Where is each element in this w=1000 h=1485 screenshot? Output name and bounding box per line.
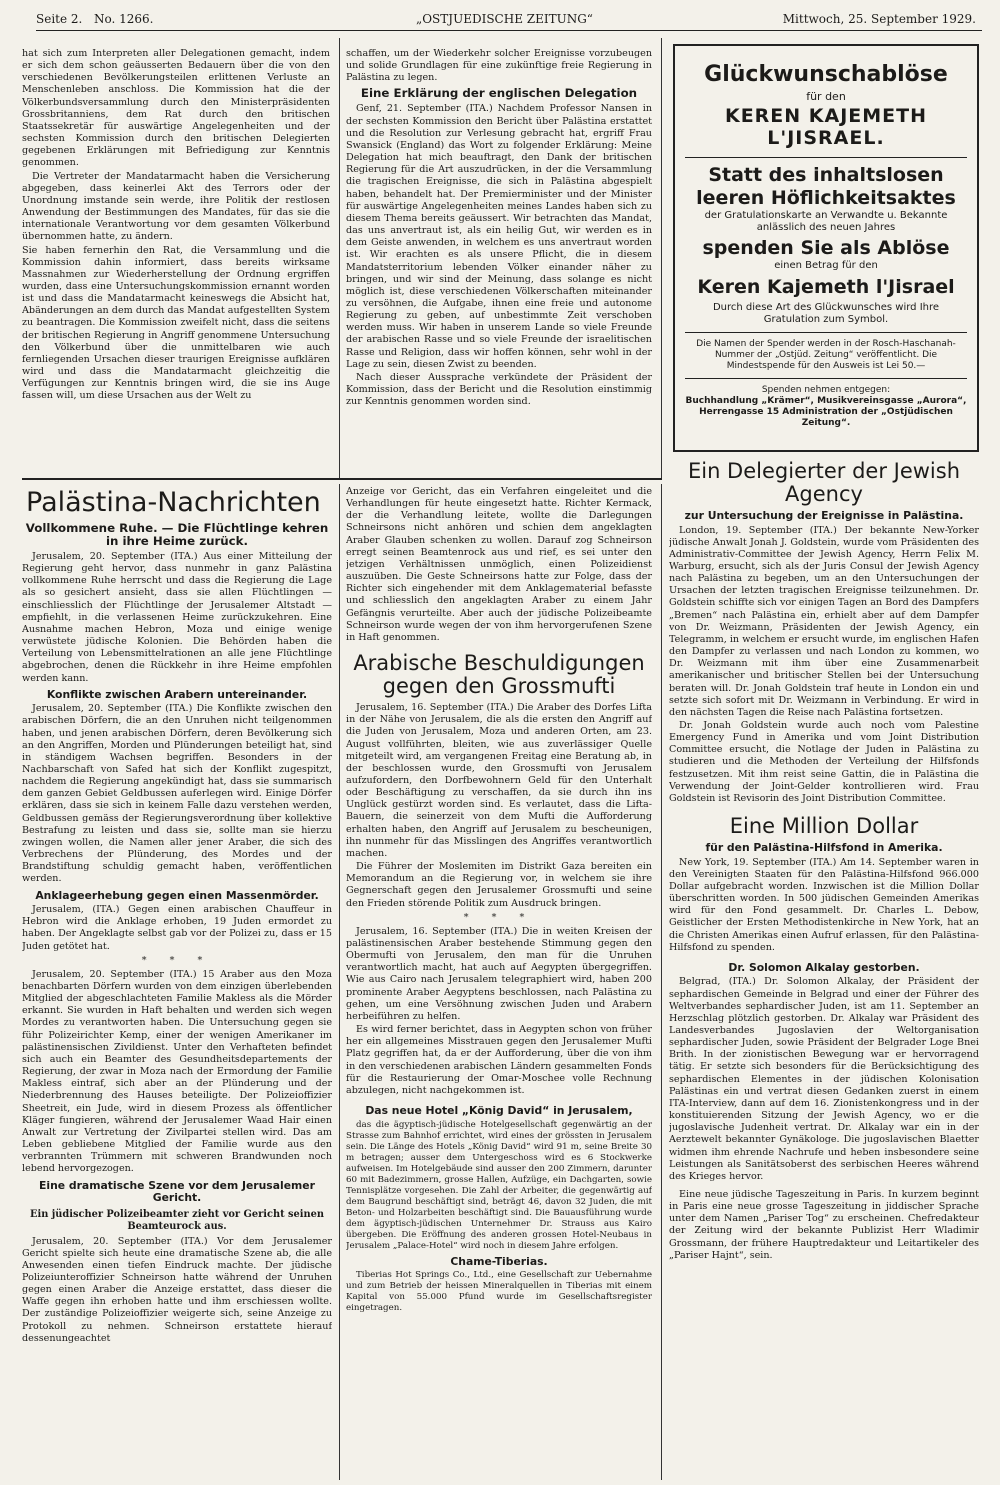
headline: Vollkommene Ruhe. — Die Flüchtlinge kehren in ihre Heime zurück. — [25, 521, 329, 548]
paragraph: Jerusalem, 16. September (ITA.) Die in weiten Kreisen der palästinensischen Araber bestehende Stimmung gegen den Obermufti von Jerusalem, den man für die Unruhen verantwortlich macht, hat auch auf Aegypten übergegriffen. Wie aus Cairo nach Jerusalem telegraphiert wird, haben 200 prominente Araber Aegyptens beschlossen, nach Palästina zu gehen, um eine Versöhnung zwischen Juden und Arabern herbeiführen zu helfen. — [346, 925, 652, 1022]
page-number: Seite 2. — [36, 12, 83, 26]
column-rule — [339, 484, 340, 1480]
headline: Eine Million Dollar — [729, 814, 919, 839]
column-rule — [661, 484, 662, 1480]
subheadline: Ein jüdischer Polizeibeamter zieht vor Gericht seinen Beamteurock aus. — [30, 1208, 324, 1232]
paragraph: Jerusalem, 20. September (ITA.) Aus einer Mitteilung der Regierung geht hervor, dass nunmehr in ganz Palästina vollkommene Ruhe herrscht und dass die Regierung die Lage als so gesichert ansieht, dass sie allen Flüchtlingen — einschliesslich der Flüchtlinge der Jerusalemer Altstadt — empfiehlt, in die verlassenen Heime zurückzukehren. Eine Ausnahme machen Hebron, Moza und einige wenige verwüstete jüdische Kolonien. Die Behörden haben die Verteilung von Lebensmittelrationen an alle jene Flüchtlinge abgebrochen, denen die Rückkehr in ihre Heime empfohlen werden kann. — [22, 551, 332, 684]
ad-divider — [685, 332, 967, 333]
ad-headline: spenden Sie als Ablöse — [702, 237, 950, 259]
paragraph: Nach dieser Aussprache verkündete der Präsident der Kommission, dass der Bericht und die Resolution einstimmig zur Kenntnis genommen worden sind. — [346, 371, 652, 408]
headline: Dr. Solomon Alkalay gestorben. — [728, 960, 920, 974]
column-rule — [661, 38, 662, 478]
headline: Das neue Hotel „König David“ in Jerusalem, — [365, 1104, 633, 1118]
ad-text: der Gratulationskarte an Verwandte u. Bekannte anlässlich des neuen Jahres — [704, 210, 948, 233]
ad-fund-name: KEREN KAJEMETH L'JISRAEL. — [724, 105, 928, 149]
paragraph: New York, 19. September (ITA.) Am 14. September waren in den Vereinigten Staaten für den Palästina-Hilfsfond 966.000 Dollar aufgebracht worden. Inzwischen ist die Million Dollar überschritten worden. In 500 jüdischen Gemeinden Amerikas wird für den Fond gesammelt. Dr. Charles L. Debow, Geistlicher der Ersten Methodistenkirche in New York, hat an die Christen Amerikas einen Aufruf erlassen, für den Palästina-Hilfsfond zu spenden. — [669, 856, 979, 953]
column-rule — [339, 38, 340, 478]
subheadline: zur Untersuchung der Ereignisse in Palästina. — [684, 509, 964, 522]
paragraph: Es wird ferner berichtet, dass in Aegypten schon von früher her ein allgemeines Misstrauen gegen den Jerusalemer Mufti Platz gegriffen hat, da er der Aufforderung, über die von ihm in den verschiedenen arabischen Ländern gesammelten Fonds für die Restaurierung der Omar-Moschee volle Rechnung abzulegen, nicht nachgekommen ist. — [346, 1024, 652, 1096]
newspaper-name: „OSTJUEDISCHE ZEITUNG“ — [416, 12, 593, 26]
ad-title: Glückwunschablöse — [704, 62, 948, 87]
subheadline: für den Palästina-Hilfsfond in Amerika. — [705, 841, 943, 855]
ad-headline: Statt des inhaltslosen leeren Höflichkeitsaktes — [696, 164, 956, 209]
headline: Ein Delegierter der Jewish Agency — [687, 459, 961, 506]
article-continuation — [22, 48, 330, 476]
paragraph: Genf, 21. September (ITA.) Nachdem Professor Nansen in der sechsten Kommission den Bericht über Palästina erstattet und die Resolution zur Verlesung gebracht hat, ergriff Frau Swansick (England) das Wort zu folgender Erklärung: Meine Delegation hat mich beauftragt, den Dank der britischen Regierung für die Art auszudrücken, in der die Versammlung die tragischen Ereignisse, die sich in Palästina abgespielt haben, behandelt hat. Der Premierminister und der Minister für auswärtige Angelegenheiten meines Landes haben sich zu diesem Thema bereits geäussert. Wir betrachten das Mandat, das uns anvertraut ist, als ein heilig Gut, wir werden es in dem Geiste anwenden, in welchem es uns anvertraut worden ist. Wir erachten es als unsere Pflicht, die in diesem Mandatsterritorium lebenden Völker einander näher zu bringen, und wir sind der Meinung, dass solange es nicht möglich ist, diese verschiedenen Völkerschaften miteinander zu versöhnen, die Aufgabe, ihnen eine freie und autonome Regierung zu geben, auf unbestimmte Zeit verschoben werden muss. Wir haben in unserem Lande so viele Freunde der arabischen Rasse und so viele Freunde der israelitischen Rasse und Religion, dass wir hoffen können, sehr wohl in der Lage zu sein, diesen Zwist zu beenden. — [346, 103, 652, 370]
ad-text: für den — [806, 90, 846, 103]
section-title: Palästina-Nachrichten — [26, 487, 321, 518]
paragraph: hat sich zum Interpreten aller Delegationen gemacht, indem er sich dem schon geäusserten Bedauern über die von den verschiedenen Bevölkerungsteilen erlittenen Verluste an Menschenleben anschloss. Die Kommission hat die der Völkerbundsversammlung durch den Ministerpräsidenten Grossbritanniens, dem Rat durch den britischen Staatssekretär für auswärtige Angelegenheiten und der sechsten Kommission durch den britischen Delegierten gegebenen Erklärungen mit Befriedigung zur Kenntnis genommen. — [22, 48, 330, 169]
ad-text: einen Betrag für den — [774, 260, 878, 271]
paragraph: Jerusalem, 20. September (ITA.) Die Konflikte zwischen den arabischen Dörfern, die an den Unruhen nicht teilgenommen haben, und jenen arabischen Dörfern, deren Bevölkerung sich an den Angriffen, Morden und Plünderungen beteiligt hat, sind in ständigem Wachsen begriffen. Besonders in der Nachbarschaft von Safed hat sich der Konflikt zugespitzt, nachdem die Regierung angekündigt hat, dass sie summarisch dem ganzen Gebiet Geldbussen auferlegen wird. Einige Dörfer erklären, dass sie sich in keinem Falle dazu verstehen werden, Geldbussen gemäss der Regierungsverordnung über kollektive Bestrafung zu leisten und dass sie, sollte man sie hierzu zwingen wollen, die Namen aller jener Araber, die sich des Verbrechens der Plünderung, des Mordes und der Brandstiftung schuldig gemacht haben, veröffentlichen werden. — [22, 703, 332, 885]
ad-divider — [685, 378, 967, 379]
ad-divider — [685, 157, 967, 158]
ad-text: Durch diese Art des Glückwunsches wird Ihre Gratulation zum Symbol. — [712, 302, 940, 325]
headline: Chame-Tiberias. — [450, 1254, 548, 1268]
paragraph: Anzeige vor Gericht, das ein Verfahren eingeleitet und die Verhandlungen für heute eingesetzt hatte. Richter Kermack, der die Verhandlung leitete, wollte die Darlegungen Schneirsons nicht anhören und schien dem angeklagten Araber Glauben schenken zu wollen. Darauf zog Schneirson erregt seinen Beamtenrock aus und rief, es sei unter den jetzigen Verhältnissen unmöglich, einen Polizeidienst auszuüben. Die Geste Schneirsons hatte zur Folge, dass der Richter sich eingehender mit dem Anklagematerial befasste und schliesslich den angeklagten Araber zu einem Jahr Gefängnis verurteilte. Aber auch der jüdische Polizeibeamte Schneirson wurde wegen der von ihm hervorgerufenen Szene in Haft genommen. — [346, 486, 652, 643]
ad-address: Buchhandlung „Krämer“, Musikvereinsgasse „Aurora“, Herrengasse 15 Administration der „Ostjüdischen Zeitung“. — [685, 396, 967, 428]
headline: Anklageerhebung gegen einen Massenmörder. — [35, 888, 319, 902]
headline: Eine Erklärung der englischen Delegation — [360, 86, 638, 101]
paragraph: schaffen, um der Wiederkehr solcher Ereignisse vorzubeugen und solide Grundlagen für eine zukünftige freie Regierung in Palästina zu legen. — [346, 48, 652, 84]
paragraph: London, 19. September (ITA.) Der bekannte New-Yorker jüdische Anwalt Jonah J. Goldstein, wurde vom Präsidenten des Administrativ-Committee der Jewish Agency, Herrn Felix M. Warburg, ersucht, sich als der Juris Consul der Jewish Agency nach Palästina zu begeben, um an den Untersuchungen der Ursachen der letzten tragischen Ereignisse teilzunehmen. Dr. Goldstein schiffte sich vor einigen Tagen an Bord des Dampfers „Bremen“ nach Palästina ein, erhielt aber auf dem Dampfer von Dr. Weizmann, Präsidenten der Jewish Agency, ein Telegramm, in welchem er ersucht wurde, im englischen Hafen den Dampfer zu verlassen und nach London zu kommen, wo Dr. Weizmann mit ihm über eine Zusammenarbeit amerikanischer und britischer Stellen bei der Untersuchung beraten will. Dr. Jonah Goldstein traf heute in London ein und setzte sich sofort mit Dr. Weizmann in Verbindung. Er wird in den nächsten Tagen die Reise nach Palästina fortsetzen. — [669, 524, 979, 718]
issue-date: Mittwoch, 25. September 1929. — [782, 12, 976, 26]
page-header — [36, 8, 982, 31]
paragraph: Jerusalem, 20. September (ITA.) 15 Araber aus den Moza benachbarten Dörfern wurden von dem einzigen überlebenden Mitglied der abgeschlachteten Familie Makless als die Mörder erkannt. Sie wurden in Haft behalten und werden sich wegen Mordes zu verantworten haben. Die Untersuchung gegen sie führ Polizeirichter Kemp, einer der wenigen Amerikaner im palästinensischen Zivildienst. Unter den Verhafteten befindet sich auch ein Beamter des Gesundheitsdepartements der Regierung, der zwar in Moza nach der Ermordung der Familie Makless eintraf, sich aber an der Plünderung und der Niederbrennung des Hauses beteiligte. Der Polizeioffizier Sheetreit, ein Jude, wird in diesem Prozess als öffentlicher Kläger fungieren, während der Jerusalemer Waad Hair einen Anwalt zur Vertretung der Zivilpartei stellen wird. Das am Leben gebliebene Mitglied der Familie wurde aus den verbrannten Trümmern mit schweren Brandwunden noch lebend hervorgezogen. — [22, 968, 332, 1175]
advertisement-box — [673, 44, 979, 452]
separator: * * * — [141, 954, 213, 966]
separator: * * * — [463, 911, 535, 923]
ad-note: Spenden nehmen entgegen: — [761, 385, 891, 395]
paragraph: Eine neue jüdische Tageszeitung in Paris. In kurzem beginnt in Paris eine neue grosse Tageszeitung in jiddischer Sprache unter dem Namen „Pariser Tog“ zu erscheinen. Chefredakteur der Zeitung wird der bekannte Publizist Herr Wladimir Grossmann, der frühere Hauptredakteur und Leitartikeler des „Pariser Hajnt“, sein. — [669, 1189, 979, 1261]
issue-number: No. 1266. — [94, 12, 154, 26]
grand-mufti-article — [346, 486, 652, 1480]
english-delegation-article — [346, 48, 652, 476]
paragraph: Sie haben fernerhin den Rat, die Versammlung und die Kommission dahin informiert, dass bereits wirksame Massnahmen zur Wiederherstellung der Ordnung ergriffen wurden, dass eine Untersuchungskommission ernannt worden ist und dass die Mandatarmacht keineswegs die Absicht hat, Abänderungen an dem durch das Mandat aufgestellten System zu beantragen. Die Kommission zweifelt nicht, dass die seitens der britischen Regierung in Angriff genommene Untersuchung den Völkerbund über die unmittelbaren wie auch fernliegenden Ursachen dieser traurigen Ereignisse aufklären wird und dass die Mandatarmacht gleichzeitig die Verfügungen zur Kenntnis bringen wird, die sie ins Auge fassen will, um diese Ursachen aus der Welt zu — [22, 244, 330, 402]
paragraph: Jerusalem, 20. September (ITA.) Vor dem Jerusalemer Gericht spielte sich heute eine dramatische Szene ab, die alle Anwesenden einen tiefen Eindruck machte. Der jüdische Polizeiunteroffizier Schneirson hatte während der Unruhen gegen einen Araber die Anzeige erstattet, dass dieser die Waffe gegen ihn erhoben hatte und ihm erschiessen wollte. Der zuständige Polizeioffizier weigerte sich, seine Anzeige zu Protokoll zu nehmen. Schneirson erstattete hierauf dessenungeachtet — [22, 1235, 332, 1344]
jewish-agency-column — [669, 458, 979, 1480]
headline: Eine dramatische Szene vor dem Jerusalemer Gericht. — [39, 1178, 315, 1204]
paragraph: Die Vertreter der Mandatarmacht haben die Versicherung abgegeben, dass keinerlei Akt des Terrors oder der Unordnung imstande sein werde, ihre Politik der restlosen Anwendung der Bestimmungen des Mandates, für das sie die internationale Verantwortung vor dem gesamten Völkerbund übernommen hatte, zu ändern. — [22, 170, 330, 243]
section-rule — [22, 478, 662, 480]
ad-fund-name: Keren Kajemeth l'Jisrael — [697, 276, 955, 298]
paragraph: Jerusalem, (ITA.) Gegen einen arabischen Chauffeur in Hebron wird die Anklage erhoben, 19 Juden ermordet zu haben. Der Angeklagte selbst gab vor der Polizei zu, dass er 15 Juden getötet hat. — [22, 904, 332, 952]
paragraph: Belgrad, (ITA.) Dr. Solomon Alkalay, der Präsident der sephardischen Gemeinde in Belgrad und einer der Führer des Weltverbandes sephardischer Juden, ist am 11. September an Herzschlag plötzlich gestorben. Dr. Alkalay war Präsident des Landesverbandes Jugoslavien der Weltorganisation sephardischer Juden, sowie Präsident der Belgrader Loge Bnei Brith. In der zionistischen Bewegung war er hervorragend tätig. Er setzte sich besonders für die Berücksichtigung des sephardischen Elementes in der jüdischen Kolonisation Palästinas ein und vertrat diesen Gedanken zuerst in einem ITA-Interview, dann auf dem 16. Zionistenkongress und in der konstituierenden Sitzung der Jewish Agency, wo er die jugoslavische Judenheit vertrat. Dr. Alkalay war ein in der Aerztewelt bekannter Gynäkologe. Die jugoslavischen Blaetter widmen ihm ehrende Nachrufe und heben insbesondere seine Leistungen als Sanitätsoberst des serbischen Heeres während des Krieges hervor. — [669, 976, 979, 1182]
paragraph: Tiberias Hot Springs Co., Ltd., eine Gesellschaft zur Uebernahme und zum Betrieb der heissen Mineralquellen in Tiberias mit einem Kapital von 55.000 Pfund wurde im Gesellschaftsregister eingetragen. — [346, 1270, 652, 1314]
headline: Arabische Beschuldigungen gegen den Grossmufti — [353, 651, 645, 699]
paragraph: das die ägyptisch-jüdische Hotelgesellschaft gegenwärtig an der Strasse zum Bahnhof errichtet, wird eines der grössten in Jerusalem sein. Die Länge des Hotels „König David“ wird 91 m, seine Breite 30 m betragen; ausser dem Untergeschoss wird es 6 Stockwerke aufweisen. Im Hotelgebäude sind ausser den 200 Zimmern, darunter 60 mit Badezimmern, grosse Hallen, Aufzüge, ein Dachgarten, sowie Tennisplätze vorgesehen. Die Zahl der Arbeiter, die gegenwärtig auf dem Baugrund beschäftigt sind, beträgt 46, davon 32 Juden, die mit Beton- und Holzarbeiten beschäftigt sind. Die Bauausführung wurde dem ägyptisch-jüdischen Unternehmer Dr. Strauss aus Kairo übergeben. Die Eröffnung des anderen grossen Hotel-Neubaus in Jerusalem „Palace-Hotel“ wird noch in diesem Jahre erfolgen. — [346, 1119, 652, 1251]
palestine-news — [22, 486, 332, 1480]
ad-note: Die Namen der Spender werden in der Rosch-Haschanah-Nummer der „Ostjüd. Zeitung“ veröffentlicht. Die Mindestspende für den Ausweis ist Lei 50.— — [696, 339, 956, 371]
paragraph: Die Führer der Moslemiten im Distrikt Gaza bereiten ein Memorandum an die Regierung vor, in welchem sie ihre Gegnerschaft gegen den Jerusalemer Grossmufti und seine den Frieden störende Politik zum Ausdruck bringen. — [346, 861, 652, 909]
paragraph: Jerusalem, 16. September (ITA.) Die Araber des Dorfes Lifta in der Nähe von Jerusalem, die als die ersten den Angriff auf die Juden von Jerusalem, Moza und anderen Orten, am 23. August vollführten, bleiten, wie aus zuverlässiger Quelle mitgeteilt wird, am vergangenen Freitag eine Beratung ab, in der beschlossen wurde, den Grossmufti von Jerusalem aufzufordern, den Dorfbewohnern Geld für den Unterhalt oder Beschäftigung zu verschaffen, da sie durch ihn ins Unglück gestürzt worden sind. Es verlautet, dass die Lifta-Bauern, die seinerzeit von dem Mufti die Aufforderung erhalten haben, den Angriff auf Jerusalem zu bescheunigen, ihn nunmehr für das Misslingen des Angriffes verantwortlich machen. — [346, 702, 652, 859]
headline: Konflikte zwischen Arabern untereinander. — [46, 687, 308, 701]
paragraph: Dr. Jonah Goldstein wurde auch noch vom Palestine Emergency Fund in Amerika und vom Joint Distribution Committee ersucht, die Notlage der Juden in Palästina zu studieren und die Methoden der Verteilung der Hilfsfonds festzusetzen. Mit ihm reist seine Gattin, die in Palästina die Verwendung der Joint-Gelder kontrollieren wird. Frau Goldstein ist Revisorin des Joint Distribution Committee. — [669, 720, 979, 804]
